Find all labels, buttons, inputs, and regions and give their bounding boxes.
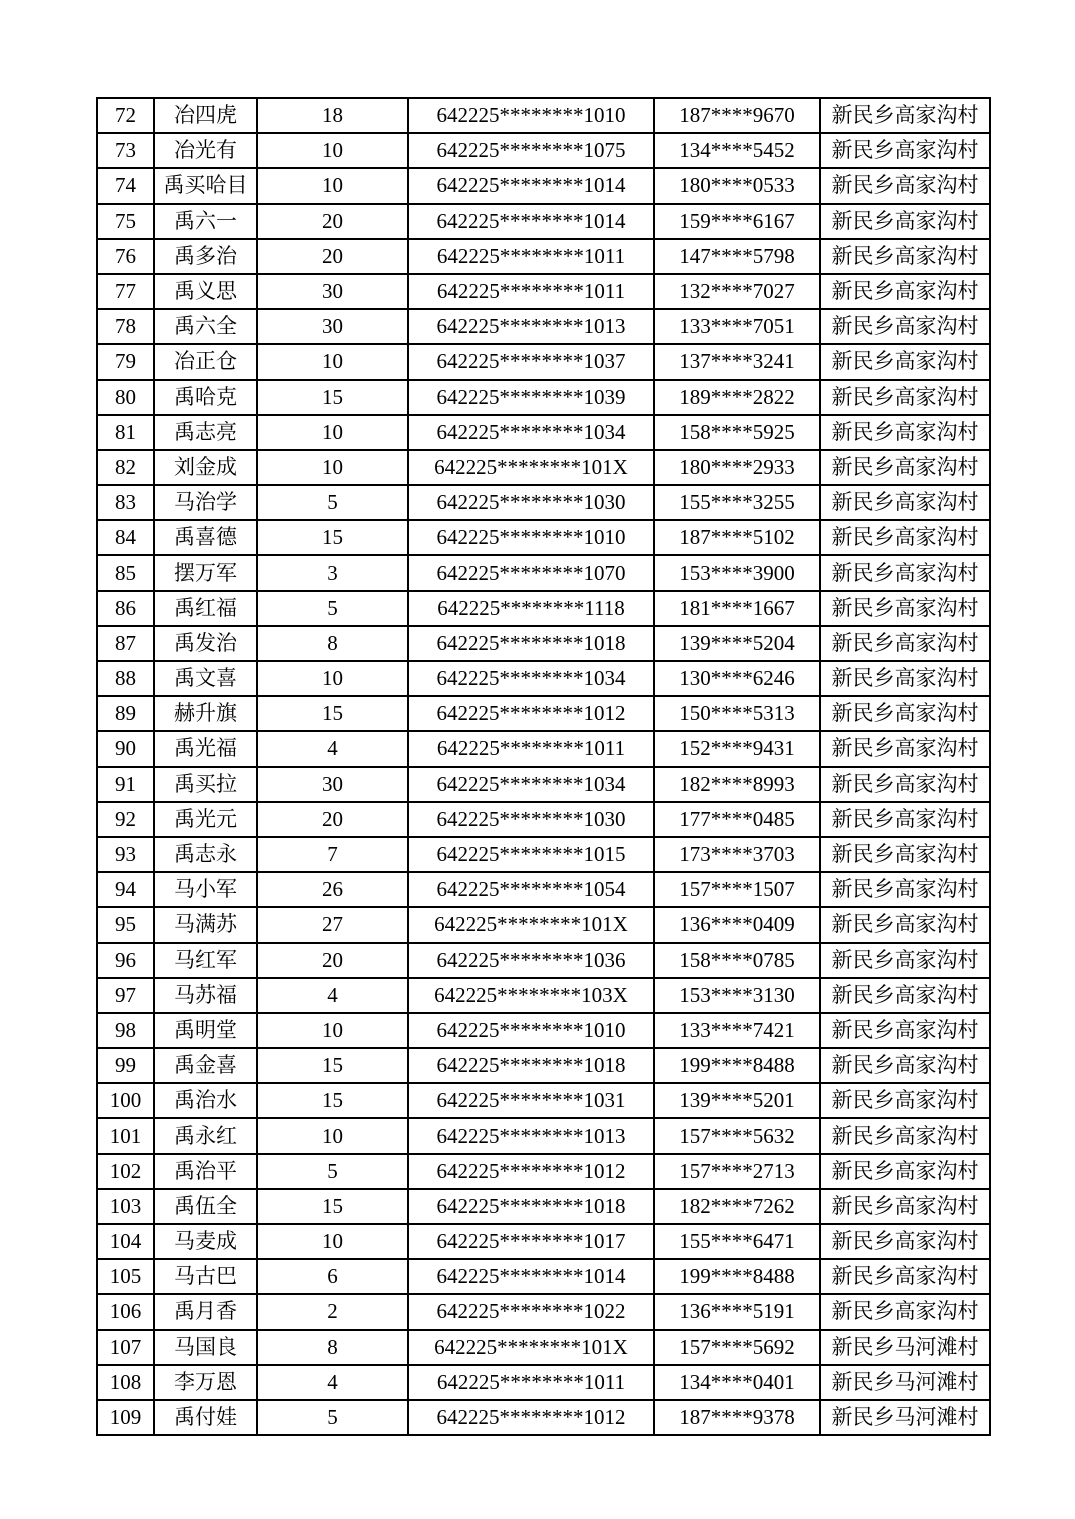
- quantity-cell: 8: [257, 1330, 408, 1365]
- id-number-cell: 642225********1010: [408, 1013, 654, 1048]
- row-number-cell: 82: [97, 450, 154, 485]
- village-cell: 新民乡高家沟村: [820, 380, 990, 415]
- quantity-cell: 5: [257, 1400, 408, 1435]
- phone-cell: 147****5798: [654, 239, 820, 274]
- phone-cell: 155****3255: [654, 485, 820, 520]
- name-cell: 禹发治: [154, 626, 257, 661]
- table-row: [97, 837, 990, 872]
- quantity-cell: 5: [257, 1154, 408, 1189]
- table-row: [97, 696, 990, 731]
- village-cell: 新民乡高家沟村: [820, 943, 990, 978]
- quantity-cell: 30: [257, 767, 408, 802]
- row-number-cell: 105: [97, 1259, 154, 1294]
- quantity-cell: 30: [257, 274, 408, 309]
- row-number-cell: 80: [97, 380, 154, 415]
- phone-cell: 157****5632: [654, 1118, 820, 1153]
- name-cell: 禹付娃: [154, 1400, 257, 1435]
- phone-cell: 139****5204: [654, 626, 820, 661]
- quantity-cell: 8: [257, 626, 408, 661]
- name-cell: 禹明堂: [154, 1013, 257, 1048]
- phone-cell: 157****1507: [654, 872, 820, 907]
- name-cell: 禹治水: [154, 1083, 257, 1118]
- id-number-cell: 642225********1034: [408, 767, 654, 802]
- name-cell: 马治学: [154, 485, 257, 520]
- village-cell: 新民乡高家沟村: [820, 344, 990, 379]
- name-cell: 禹伍全: [154, 1189, 257, 1224]
- name-cell: 冶四虎: [154, 98, 257, 133]
- id-number-cell: 642225********1036: [408, 943, 654, 978]
- id-number-cell: 642225********1075: [408, 133, 654, 168]
- quantity-cell: 3: [257, 555, 408, 590]
- id-number-cell: 642225********1017: [408, 1224, 654, 1259]
- quantity-cell: 15: [257, 1189, 408, 1224]
- table-row: [97, 239, 990, 274]
- phone-cell: 157****2713: [654, 1154, 820, 1189]
- table-row: [97, 133, 990, 168]
- village-cell: 新民乡高家沟村: [820, 591, 990, 626]
- id-number-cell: 642225********1013: [408, 309, 654, 344]
- village-cell: 新民乡高家沟村: [820, 239, 990, 274]
- name-cell: 马国良: [154, 1330, 257, 1365]
- name-cell: 禹买哈目: [154, 168, 257, 203]
- table-row: [97, 943, 990, 978]
- phone-cell: 136****5191: [654, 1294, 820, 1329]
- id-number-cell: 642225********1118: [408, 591, 654, 626]
- village-cell: 新民乡高家沟村: [820, 872, 990, 907]
- quantity-cell: 6: [257, 1259, 408, 1294]
- id-number-cell: 642225********1011: [408, 731, 654, 766]
- id-number-cell: 642225********101X: [408, 450, 654, 485]
- name-cell: 禹文喜: [154, 661, 257, 696]
- table-row: [97, 591, 990, 626]
- quantity-cell: 4: [257, 978, 408, 1013]
- id-number-cell: 642225********1010: [408, 520, 654, 555]
- village-cell: 新民乡马河滩村: [820, 1330, 990, 1365]
- village-cell: 新民乡高家沟村: [820, 731, 990, 766]
- quantity-cell: 5: [257, 591, 408, 626]
- row-number-cell: 77: [97, 274, 154, 309]
- quantity-cell: 30: [257, 309, 408, 344]
- name-cell: 禹六一: [154, 204, 257, 239]
- village-cell: 新民乡高家沟村: [820, 168, 990, 203]
- phone-cell: 173****3703: [654, 837, 820, 872]
- village-cell: 新民乡高家沟村: [820, 1118, 990, 1153]
- table-row: [97, 415, 990, 450]
- village-cell: 新民乡高家沟村: [820, 1083, 990, 1118]
- id-number-cell: 642225********1022: [408, 1294, 654, 1329]
- phone-cell: 153****3900: [654, 555, 820, 590]
- name-cell: 马苏福: [154, 978, 257, 1013]
- phone-cell: 134****5452: [654, 133, 820, 168]
- id-number-cell: 642225********1011: [408, 1365, 654, 1400]
- village-cell: 新民乡高家沟村: [820, 907, 990, 942]
- phone-cell: 182****8993: [654, 767, 820, 802]
- row-number-cell: 88: [97, 661, 154, 696]
- table-row: [97, 661, 990, 696]
- name-cell: 禹光元: [154, 802, 257, 837]
- village-cell: 新民乡高家沟村: [820, 309, 990, 344]
- id-number-cell: 642225********101X: [408, 1330, 654, 1365]
- village-cell: 新民乡高家沟村: [820, 274, 990, 309]
- name-cell: 禹义思: [154, 274, 257, 309]
- village-cell: 新民乡高家沟村: [820, 1013, 990, 1048]
- id-number-cell: 642225********1054: [408, 872, 654, 907]
- table-row: [97, 767, 990, 802]
- village-cell: 新民乡高家沟村: [820, 1294, 990, 1329]
- village-cell: 新民乡高家沟村: [820, 1224, 990, 1259]
- village-cell: 新民乡高家沟村: [820, 555, 990, 590]
- quantity-cell: 10: [257, 1013, 408, 1048]
- row-number-cell: 100: [97, 1083, 154, 1118]
- name-cell: 禹喜德: [154, 520, 257, 555]
- id-number-cell: 642225********1014: [408, 168, 654, 203]
- table-row: [97, 1294, 990, 1329]
- id-number-cell: 642225********1031: [408, 1083, 654, 1118]
- table-row: [97, 1013, 990, 1048]
- name-cell: 马古巴: [154, 1259, 257, 1294]
- row-number-cell: 102: [97, 1154, 154, 1189]
- name-cell: 禹买拉: [154, 767, 257, 802]
- name-cell: 冶光有: [154, 133, 257, 168]
- id-number-cell: 642225********1039: [408, 380, 654, 415]
- id-number-cell: 642225********1018: [408, 1189, 654, 1224]
- row-number-cell: 98: [97, 1013, 154, 1048]
- village-cell: 新民乡高家沟村: [820, 520, 990, 555]
- id-number-cell: 642225********1034: [408, 661, 654, 696]
- village-cell: 新民乡高家沟村: [820, 767, 990, 802]
- row-number-cell: 103: [97, 1189, 154, 1224]
- name-cell: 禹永红: [154, 1118, 257, 1153]
- name-cell: 禹金喜: [154, 1048, 257, 1083]
- quantity-cell: 10: [257, 1224, 408, 1259]
- quantity-cell: 2: [257, 1294, 408, 1329]
- village-cell: 新民乡高家沟村: [820, 696, 990, 731]
- table-row: [97, 1365, 990, 1400]
- row-number-cell: 90: [97, 731, 154, 766]
- name-cell: 禹光福: [154, 731, 257, 766]
- quantity-cell: 4: [257, 731, 408, 766]
- row-number-cell: 84: [97, 520, 154, 555]
- id-number-cell: 642225********1012: [408, 696, 654, 731]
- phone-cell: 181****1667: [654, 591, 820, 626]
- table-row: [97, 1400, 990, 1435]
- table-row: [97, 1083, 990, 1118]
- row-number-cell: 79: [97, 344, 154, 379]
- phone-cell: 137****3241: [654, 344, 820, 379]
- village-cell: 新民乡高家沟村: [820, 978, 990, 1013]
- id-number-cell: 642225********1030: [408, 485, 654, 520]
- table-row: [97, 907, 990, 942]
- name-cell: 赫升旗: [154, 696, 257, 731]
- table-row: [97, 1259, 990, 1294]
- row-number-cell: 99: [97, 1048, 154, 1083]
- row-number-cell: 85: [97, 555, 154, 590]
- name-cell: 马红军: [154, 943, 257, 978]
- name-cell: 禹六全: [154, 309, 257, 344]
- quantity-cell: 10: [257, 344, 408, 379]
- id-number-cell: 642225********1030: [408, 802, 654, 837]
- id-number-cell: 642225********1015: [408, 837, 654, 872]
- phone-cell: 155****6471: [654, 1224, 820, 1259]
- table-row: [97, 1224, 990, 1259]
- village-cell: 新民乡高家沟村: [820, 802, 990, 837]
- row-number-cell: 83: [97, 485, 154, 520]
- village-cell: 新民乡高家沟村: [820, 837, 990, 872]
- table-row: [97, 344, 990, 379]
- phone-cell: 158****0785: [654, 943, 820, 978]
- table-row: [97, 485, 990, 520]
- quantity-cell: 20: [257, 239, 408, 274]
- phone-cell: 187****5102: [654, 520, 820, 555]
- table-row: [97, 1330, 990, 1365]
- id-number-cell: 642225********1070: [408, 555, 654, 590]
- name-cell: 刘金成: [154, 450, 257, 485]
- village-cell: 新民乡高家沟村: [820, 1189, 990, 1224]
- table-row: [97, 98, 990, 133]
- quantity-cell: 15: [257, 1083, 408, 1118]
- phone-cell: 139****5201: [654, 1083, 820, 1118]
- table-row: [97, 731, 990, 766]
- name-cell: 马麦成: [154, 1224, 257, 1259]
- quantity-cell: 20: [257, 802, 408, 837]
- quantity-cell: 15: [257, 1048, 408, 1083]
- name-cell: 冶正仓: [154, 344, 257, 379]
- village-cell: 新民乡高家沟村: [820, 133, 990, 168]
- table-row: [97, 274, 990, 309]
- table-row: [97, 168, 990, 203]
- phone-cell: 130****6246: [654, 661, 820, 696]
- quantity-cell: 10: [257, 133, 408, 168]
- id-number-cell: 642225********1018: [408, 626, 654, 661]
- row-number-cell: 86: [97, 591, 154, 626]
- name-cell: 禹志亮: [154, 415, 257, 450]
- phone-cell: 136****0409: [654, 907, 820, 942]
- name-cell: 马小军: [154, 872, 257, 907]
- village-cell: 新民乡高家沟村: [820, 1048, 990, 1083]
- roster-table: [96, 97, 991, 1436]
- phone-cell: 199****8488: [654, 1048, 820, 1083]
- table-row: [97, 872, 990, 907]
- village-cell: 新民乡马河滩村: [820, 1365, 990, 1400]
- quantity-cell: 18: [257, 98, 408, 133]
- table-row: [97, 204, 990, 239]
- table-row: [97, 309, 990, 344]
- table-row: [97, 380, 990, 415]
- id-number-cell: 642225********1014: [408, 204, 654, 239]
- table-row: [97, 1154, 990, 1189]
- row-number-cell: 89: [97, 696, 154, 731]
- row-number-cell: 108: [97, 1365, 154, 1400]
- quantity-cell: 20: [257, 204, 408, 239]
- id-number-cell: 642225********1011: [408, 239, 654, 274]
- roster-table-body: [97, 98, 990, 1435]
- quantity-cell: 10: [257, 415, 408, 450]
- phone-cell: 189****2822: [654, 380, 820, 415]
- table-row: [97, 978, 990, 1013]
- name-cell: 禹哈克: [154, 380, 257, 415]
- phone-cell: 152****9431: [654, 731, 820, 766]
- village-cell: 新民乡高家沟村: [820, 98, 990, 133]
- quantity-cell: 7: [257, 837, 408, 872]
- row-number-cell: 96: [97, 943, 154, 978]
- row-number-cell: 91: [97, 767, 154, 802]
- quantity-cell: 15: [257, 696, 408, 731]
- phone-cell: 157****5692: [654, 1330, 820, 1365]
- row-number-cell: 109: [97, 1400, 154, 1435]
- village-cell: 新民乡高家沟村: [820, 1154, 990, 1189]
- phone-cell: 177****0485: [654, 802, 820, 837]
- name-cell: 李万恩: [154, 1365, 257, 1400]
- quantity-cell: 10: [257, 450, 408, 485]
- id-number-cell: 642225********1011: [408, 274, 654, 309]
- row-number-cell: 93: [97, 837, 154, 872]
- phone-cell: 199****8488: [654, 1259, 820, 1294]
- table-row: [97, 1048, 990, 1083]
- row-number-cell: 107: [97, 1330, 154, 1365]
- phone-cell: 159****6167: [654, 204, 820, 239]
- quantity-cell: 26: [257, 872, 408, 907]
- id-number-cell: 642225********1012: [408, 1400, 654, 1435]
- phone-cell: 182****7262: [654, 1189, 820, 1224]
- row-number-cell: 81: [97, 415, 154, 450]
- id-number-cell: 642225********103X: [408, 978, 654, 1013]
- phone-cell: 134****0401: [654, 1365, 820, 1400]
- name-cell: 摆万军: [154, 555, 257, 590]
- id-number-cell: 642225********1018: [408, 1048, 654, 1083]
- table-row: [97, 1189, 990, 1224]
- phone-cell: 133****7051: [654, 309, 820, 344]
- row-number-cell: 76: [97, 239, 154, 274]
- phone-cell: 150****5313: [654, 696, 820, 731]
- table-row: [97, 802, 990, 837]
- id-number-cell: 642225********101X: [408, 907, 654, 942]
- id-number-cell: 642225********1034: [408, 415, 654, 450]
- village-cell: 新民乡高家沟村: [820, 661, 990, 696]
- table-row: [97, 626, 990, 661]
- name-cell: 禹志永: [154, 837, 257, 872]
- row-number-cell: 97: [97, 978, 154, 1013]
- quantity-cell: 5: [257, 485, 408, 520]
- id-number-cell: 642225********1013: [408, 1118, 654, 1153]
- row-number-cell: 104: [97, 1224, 154, 1259]
- quantity-cell: 4: [257, 1365, 408, 1400]
- row-number-cell: 92: [97, 802, 154, 837]
- phone-cell: 187****9670: [654, 98, 820, 133]
- phone-cell: 180****0533: [654, 168, 820, 203]
- row-number-cell: 78: [97, 309, 154, 344]
- id-number-cell: 642225********1010: [408, 98, 654, 133]
- row-number-cell: 72: [97, 98, 154, 133]
- name-cell: 禹多治: [154, 239, 257, 274]
- quantity-cell: 15: [257, 380, 408, 415]
- name-cell: 禹月香: [154, 1294, 257, 1329]
- table-row: [97, 555, 990, 590]
- village-cell: 新民乡高家沟村: [820, 1259, 990, 1294]
- row-number-cell: 75: [97, 204, 154, 239]
- id-number-cell: 642225********1012: [408, 1154, 654, 1189]
- table-row: [97, 520, 990, 555]
- phone-cell: 187****9378: [654, 1400, 820, 1435]
- phone-cell: 133****7421: [654, 1013, 820, 1048]
- phone-cell: 158****5925: [654, 415, 820, 450]
- row-number-cell: 95: [97, 907, 154, 942]
- row-number-cell: 101: [97, 1118, 154, 1153]
- quantity-cell: 27: [257, 907, 408, 942]
- village-cell: 新民乡高家沟村: [820, 450, 990, 485]
- village-cell: 新民乡高家沟村: [820, 626, 990, 661]
- row-number-cell: 73: [97, 133, 154, 168]
- name-cell: 禹红福: [154, 591, 257, 626]
- id-number-cell: 642225********1037: [408, 344, 654, 379]
- row-number-cell: 87: [97, 626, 154, 661]
- phone-cell: 180****2933: [654, 450, 820, 485]
- table-row: [97, 450, 990, 485]
- row-number-cell: 94: [97, 872, 154, 907]
- village-cell: 新民乡马河滩村: [820, 1400, 990, 1435]
- village-cell: 新民乡高家沟村: [820, 204, 990, 239]
- table-row: [97, 1118, 990, 1153]
- phone-cell: 132****7027: [654, 274, 820, 309]
- name-cell: 马满苏: [154, 907, 257, 942]
- village-cell: 新民乡高家沟村: [820, 485, 990, 520]
- row-number-cell: 74: [97, 168, 154, 203]
- row-number-cell: 106: [97, 1294, 154, 1329]
- quantity-cell: 10: [257, 168, 408, 203]
- village-cell: 新民乡高家沟村: [820, 415, 990, 450]
- id-number-cell: 642225********1014: [408, 1259, 654, 1294]
- quantity-cell: 15: [257, 520, 408, 555]
- phone-cell: 153****3130: [654, 978, 820, 1013]
- quantity-cell: 20: [257, 943, 408, 978]
- quantity-cell: 10: [257, 661, 408, 696]
- quantity-cell: 10: [257, 1118, 408, 1153]
- name-cell: 禹治平: [154, 1154, 257, 1189]
